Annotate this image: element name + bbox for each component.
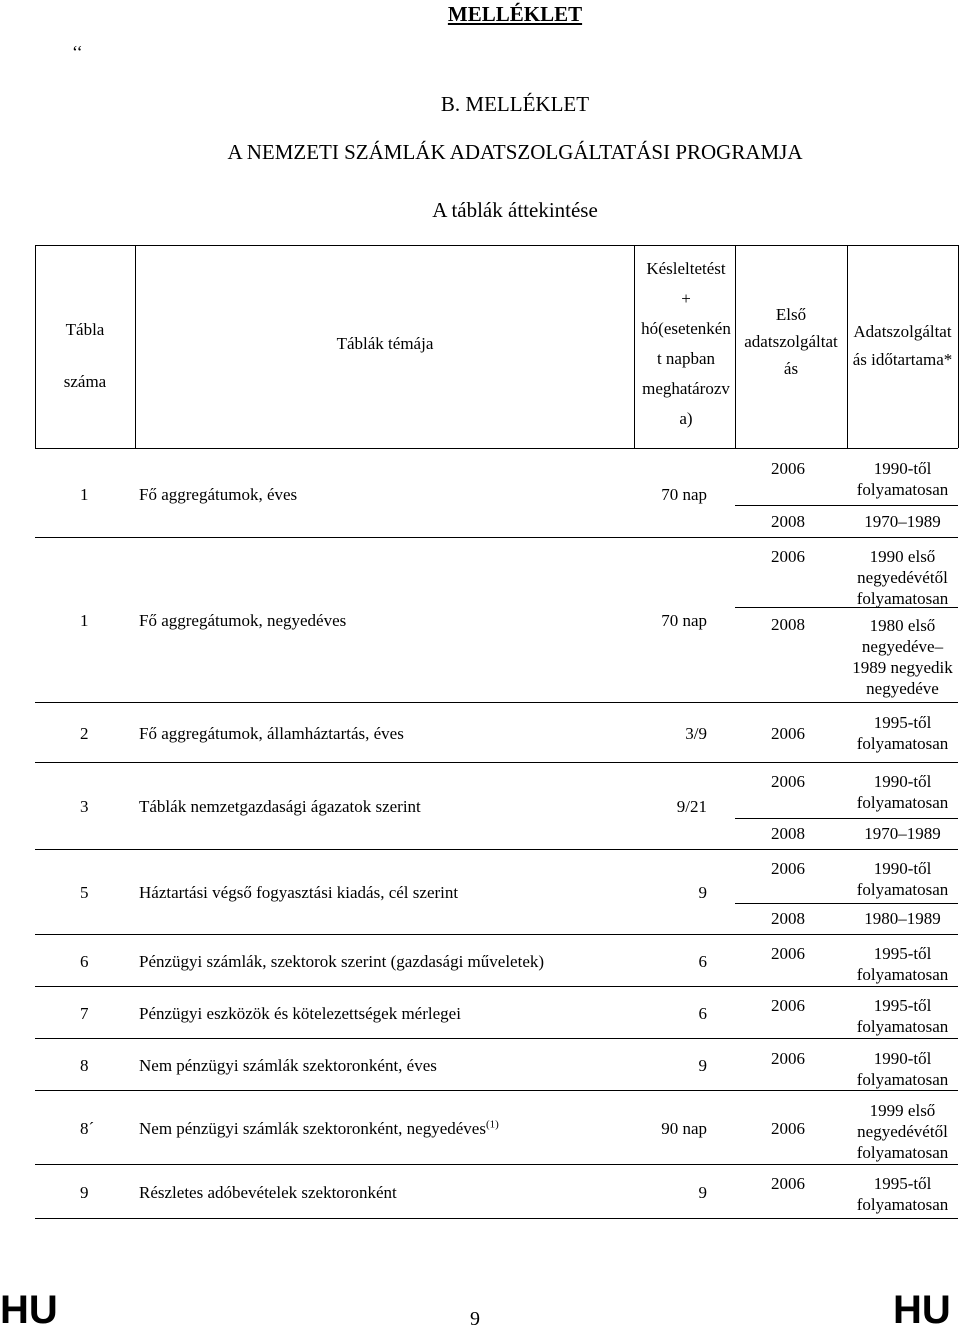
entry-first-delivery-year: 2006 (771, 996, 805, 1015)
row-delay: 6 (698, 951, 707, 971)
entry-delivery-period-line: negyedévétől (857, 568, 948, 587)
entry-delivery-period-line: folyamatosan (856, 1070, 949, 1089)
entry-delivery-period-line: 1995-től (873, 1174, 932, 1193)
entry-delivery-period (847, 1173, 958, 1215)
entry-first-delivery-year: 2006 (771, 859, 805, 878)
row-topic-wrap (139, 1118, 499, 1139)
entry-first-delivery-year: 2006 (771, 459, 805, 478)
entry-delivery-period (847, 908, 958, 929)
row-number: 8 (80, 1056, 89, 1075)
entry-delivery-period-line: folyamatosan (856, 1017, 949, 1036)
header-delivery-period-line: ás időtartama* (852, 350, 953, 369)
entry-delivery-period-line: 1970–1989 (864, 511, 941, 531)
header-table-number-line: száma (63, 372, 107, 391)
entry-first-delivery-year: 2006 (771, 944, 805, 963)
header-delay-line: + (681, 289, 691, 308)
entry-delivery-period-line: 1970–1989 (864, 824, 941, 843)
row-delay: 9 (698, 1056, 707, 1075)
header-delay-line: Késleltetést (646, 259, 726, 278)
header-table-topic: Táblák témája (336, 334, 434, 353)
entry-first-delivery-year: 2006 (771, 772, 805, 791)
table-rule (35, 934, 958, 935)
page-number: 9 (470, 1308, 480, 1330)
row-delay: 3/9 (685, 724, 707, 743)
entry-delivery-period (847, 546, 958, 609)
header-first-delivery-line: adatszolgáltat (744, 332, 838, 351)
entry-delivery-period (847, 615, 958, 699)
row-topic: Táblák nemzetgazdasági ágazatok szerint (139, 797, 421, 816)
row-number: 1 (80, 611, 89, 630)
entry-delivery-period-line: 1990-től (873, 772, 932, 791)
header-delivery-period-line: Adatszolgáltat (853, 322, 952, 341)
row-number: 8´ (80, 1119, 95, 1138)
entry-delivery-period-line: folyamatosan (856, 880, 949, 899)
table-rule (35, 448, 958, 449)
entry-delivery-period-line: negyedéve– (861, 637, 944, 656)
row-topic: Pénzügyi eszközök és kötelezettségek mérlegei (139, 1003, 461, 1023)
entry-delivery-period (847, 511, 958, 532)
entry-first-delivery-year: 2006 (771, 547, 805, 566)
table-rule (735, 607, 958, 608)
entry-first-delivery-year: 2008 (771, 824, 805, 843)
table-rule (35, 702, 958, 703)
entry-delivery-period-line: 1980–1989 (864, 909, 941, 928)
row-topic: Háztartási végső fogyasztási kiadás, cél szerint (139, 883, 459, 902)
row-delay: 6 (698, 1003, 707, 1023)
table-rule (958, 245, 959, 448)
row-delay: 70 nap (661, 484, 707, 504)
entry-delivery-period-line: 1980 első (869, 616, 936, 635)
entry-delivery-period-line: 1990-től (873, 1049, 932, 1068)
entry-delivery-period (847, 1100, 958, 1163)
header-first-delivery-line: Első (775, 305, 807, 324)
row-topic: Fő aggregátumok, negyedéves (139, 611, 347, 630)
entry-first-delivery-year: 2008 (771, 511, 805, 531)
header-delay-line: a) (679, 409, 693, 428)
entry-delivery-period-line: 1990 első (869, 547, 936, 566)
row-topic: Részletes adóbevételek szektoronként (139, 1182, 397, 1202)
header-table-number (35, 304, 135, 408)
table-rule (735, 818, 958, 819)
row-topic: Fő aggregátumok, államháztartás, éves (139, 724, 404, 743)
table-rule (35, 245, 958, 246)
entry-delivery-period-line: negyedévétől (857, 1122, 948, 1141)
entry-delivery-period-line: 1995-től (873, 996, 932, 1015)
row-number: 2 (80, 724, 89, 743)
row-topic: Fő aggregátumok, éves (139, 484, 298, 504)
table-rule (735, 505, 958, 506)
table-rule (35, 849, 958, 850)
footnote-marker: (1) (485, 1118, 499, 1131)
entry-delivery-period (847, 771, 958, 813)
table-rule (35, 762, 958, 763)
entry-delivery-period-line: 1999 első (869, 1101, 936, 1120)
entry-delivery-period-line: folyamatosan (856, 589, 949, 608)
entry-delivery-period-line: 1990-től (873, 459, 932, 478)
row-number: 9 (80, 1182, 89, 1202)
header-delay-line: hó(esetenkén (641, 319, 731, 338)
header-first-delivery-line: ás (783, 359, 799, 378)
table-rule (735, 903, 958, 904)
row-delay: 9/21 (676, 797, 707, 816)
entry-delivery-period-line: folyamatosan (856, 1143, 949, 1162)
entry-delivery-period-line: 1990-től (873, 859, 932, 878)
row-number: 1 (80, 484, 89, 504)
table-rule (35, 1038, 958, 1039)
row-number: 7 (80, 1003, 89, 1023)
entry-delivery-period (847, 458, 958, 500)
entry-first-delivery-year: 2006 (771, 724, 805, 743)
table-rule (35, 986, 958, 987)
entry-delivery-period-line: folyamatosan (856, 734, 949, 753)
annex-title: B. MELLÉKLET (440, 92, 590, 116)
footer-country-code-right: HU (893, 1288, 951, 1332)
row-delay: 9 (698, 883, 707, 902)
page-header-title: MELLÉKLET (447, 2, 583, 26)
table-rule (35, 1164, 958, 1165)
header-first-delivery (735, 301, 847, 382)
entry-delivery-period (847, 858, 958, 900)
header-delivery-period (847, 318, 958, 374)
header-table-number-line: Tábla (65, 320, 105, 339)
entry-delivery-period-line: 1995-től (873, 713, 932, 732)
entry-delivery-period-line: 1989 negyedik (852, 658, 953, 677)
entry-delivery-period-line: folyamatosan (856, 1195, 949, 1214)
row-delay: 70 nap (661, 611, 707, 630)
entry-delivery-period (847, 995, 958, 1037)
entry-first-delivery-year: 2006 (771, 1119, 805, 1138)
row-topic: Pénzügyi számlák, szektorok szerint (gazdasági műveletek) (139, 951, 545, 971)
footer-country-code-left: HU (0, 1288, 58, 1332)
table-rule (35, 1218, 958, 1219)
header-delay (635, 254, 737, 434)
entry-delivery-period (847, 823, 958, 844)
entry-delivery-period-line: folyamatosan (856, 965, 949, 984)
entry-delivery-period (847, 1048, 958, 1090)
entry-first-delivery-year: 2006 (771, 1049, 805, 1068)
header-delay-line: meghatározv (642, 379, 730, 398)
overview-title: A táblák áttekintése (432, 198, 598, 222)
row-delay: 9 (698, 1182, 707, 1202)
row-number: 5 (80, 883, 89, 902)
row-topic: Nem pénzügyi számlák szektoronként, negyedéves (139, 1119, 486, 1138)
entry-delivery-period-line: negyedéve (866, 679, 939, 698)
entry-delivery-period (847, 712, 958, 754)
entry-delivery-period-line: 1995-től (873, 944, 932, 963)
row-number: 6 (80, 951, 89, 971)
entry-first-delivery-year: 2006 (771, 1174, 805, 1193)
row-topic: Nem pénzügyi számlák szektoronként, éves (139, 1056, 437, 1075)
entry-delivery-period-line: folyamatosan (856, 793, 949, 812)
entry-delivery-period-line: folyamatosan (856, 480, 949, 499)
row-delay: 90 nap (661, 1119, 707, 1138)
header-delay-line: t napban (656, 349, 716, 368)
table-rule (35, 537, 958, 538)
table-rule (35, 1090, 958, 1091)
program-title: A NEMZETI SZÁMLÁK ADATSZOLGÁLTATÁSI PROGRAMJA (227, 140, 803, 164)
entry-first-delivery-year: 2008 (771, 909, 805, 928)
entry-delivery-period (847, 943, 958, 985)
row-number: 3 (80, 797, 89, 816)
entry-first-delivery-year: 2008 (771, 615, 805, 634)
quote-mark: ‘‘ (72, 42, 83, 62)
